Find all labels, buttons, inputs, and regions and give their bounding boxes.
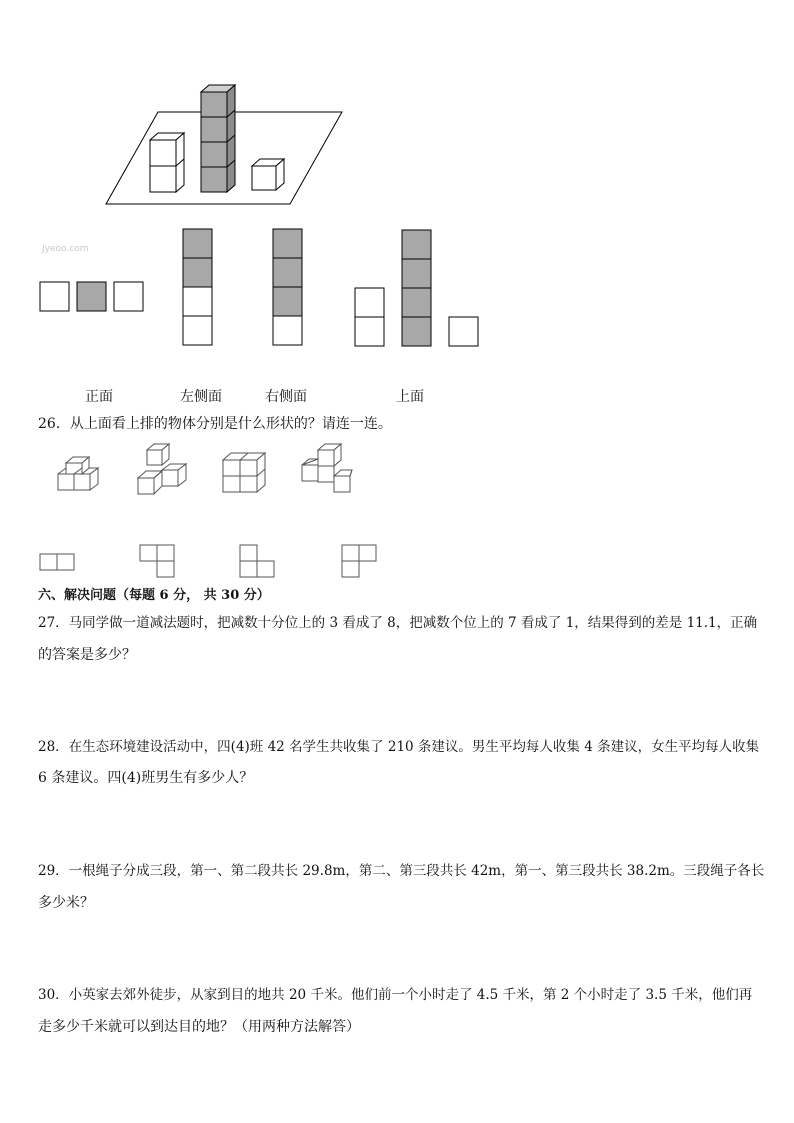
question-26-text: 26．从上面看上排的物体分别是什么形状的？请连一连。 bbox=[38, 416, 392, 432]
q26-top-view-1 bbox=[40, 554, 74, 570]
label-left-side: 左侧面 bbox=[180, 389, 222, 405]
question-29-line-2: 多少米？ bbox=[38, 895, 94, 911]
q26-top-views bbox=[0, 540, 794, 580]
question-30-line-1: 30．小英家去郊外徒步，从家到目的地共 20 千米。他们前一个小时走了 4.5 千米，第 2 个小时走了 3.5 千米，他们再 bbox=[38, 987, 753, 1003]
q26-object-1 bbox=[58, 457, 98, 490]
label-top: 上面 bbox=[396, 389, 424, 405]
q26-top-view-2 bbox=[140, 545, 174, 577]
question-29-line-1: 29．一根绳子分成三段，第一、第二段共长 29.8m，第二、第三段共长 42m，第一、第三段共长 38.2m。三段绳子各长 bbox=[38, 863, 765, 879]
q26-object-4 bbox=[302, 444, 352, 492]
q26-object-3 bbox=[223, 453, 265, 492]
question-28-line-2: 6 条建议。四(4)班男生有多少人？ bbox=[38, 770, 254, 786]
q26-objects bbox=[0, 440, 794, 500]
label-front: 正面 bbox=[85, 389, 113, 405]
question-27-line-2: 的答案是多少？ bbox=[38, 647, 136, 663]
front-view-square-1 bbox=[40, 282, 69, 311]
front-view-square-2 bbox=[77, 282, 106, 311]
question-28-line-1: 28．在生态环境建设活动中，四(4)班 42 名学生共收集了 210 条建议。男生平均每人收集 4 条建议，女生平均每人收集 bbox=[38, 739, 760, 755]
q26-object-2 bbox=[138, 444, 186, 494]
view-diagrams bbox=[0, 220, 794, 360]
front-view-square-3 bbox=[114, 282, 143, 311]
label-right-side: 右侧面 bbox=[265, 389, 307, 405]
watermark-text: Jyeoo.com bbox=[42, 244, 89, 254]
question-30-line-2: 走多少千米就可以到达目的地？（用两种方法解答） bbox=[38, 1019, 360, 1035]
q26-top-view-3 bbox=[240, 545, 274, 577]
cube-arrangement-figure bbox=[0, 0, 794, 210]
question-27-line-1: 27．马同学做一道减法题时，把减数十分位上的 3 看成了 8，把减数个位上的 7 看成了 1，结果得到的差是 11.1，正确 bbox=[38, 615, 758, 631]
q26-top-view-4 bbox=[342, 545, 376, 577]
section-6-heading: 六、解决问题（每题 6 分， 共 30 分） bbox=[38, 588, 270, 603]
